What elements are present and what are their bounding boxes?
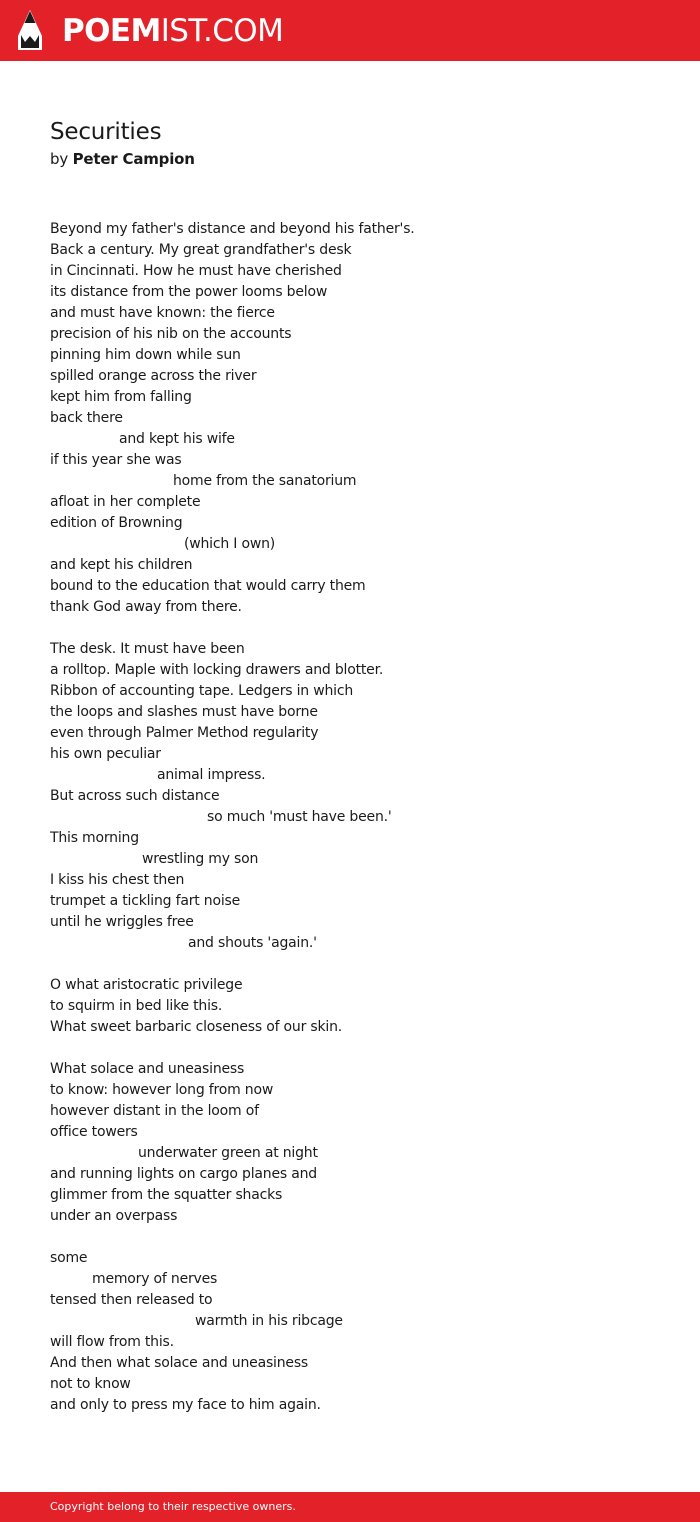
poem-line: and kept his children xyxy=(50,557,193,573)
poem-line: afloat in her complete xyxy=(50,494,201,510)
poem-line: Ribbon of accounting tape. Ledgers in which xyxy=(50,683,354,699)
poem-stanza xyxy=(50,639,670,954)
poem-line: his own peculiar xyxy=(50,746,161,762)
poem-line: and kept his wife xyxy=(119,431,235,447)
poem-line: warmth in his ribcage xyxy=(195,1313,343,1329)
poem-line: Beyond my father's distance and beyond his father's. xyxy=(50,221,415,237)
poem-line: The desk. It must have been xyxy=(50,641,245,657)
poem-line: and running lights on cargo planes and xyxy=(50,1166,317,1182)
poem-line: its distance from the power looms below xyxy=(50,284,328,300)
poem-line: some xyxy=(50,1250,88,1266)
poem-line: office towers xyxy=(50,1124,138,1140)
poem-line: memory of nerves xyxy=(92,1271,218,1287)
poem-line: to squirm in bed like this. xyxy=(50,998,223,1014)
poem-line: home from the sanatorium xyxy=(173,473,357,489)
poem-line: under an overpass xyxy=(50,1208,178,1224)
poem-line: tensed then released to xyxy=(50,1292,213,1308)
poem-line: pinning him down while sun xyxy=(50,347,241,363)
poem-line: a rolltop. Maple with locking drawers and blotter. xyxy=(50,662,384,678)
poem-byline xyxy=(50,149,195,170)
logo-wordmark-light: IST.COM xyxy=(160,13,284,49)
poem-line: and only to press my face to him again. xyxy=(50,1397,321,1413)
poem-stanza xyxy=(50,975,670,1038)
poem-line: animal impress. xyxy=(157,767,266,783)
poem-line: and shouts 'again.' xyxy=(188,935,317,951)
poem-line: until he wriggles free xyxy=(50,914,194,930)
poem-line: I kiss his chest then xyxy=(50,872,185,888)
site-footer xyxy=(0,1492,700,1522)
poem-line: the loops and slashes must have borne xyxy=(50,704,318,720)
poem-line: What sweet barbaric closeness of our skin. xyxy=(50,1019,343,1035)
poem-body xyxy=(50,219,670,1416)
poem-line: Back a century. My great grandfather's desk xyxy=(50,242,352,258)
poem-line: thank God away from there. xyxy=(50,599,242,615)
poem-line: (which I own) xyxy=(184,536,276,552)
poem-line: This morning xyxy=(50,830,139,846)
logo-wordmark-bold: POEM xyxy=(62,13,161,49)
poem-line: spilled orange across the river xyxy=(50,368,257,384)
poem-stanza xyxy=(50,219,670,618)
poem-stanza xyxy=(50,1059,670,1227)
poem-line: to know: however long from now xyxy=(50,1082,274,1098)
poem-line: even through Palmer Method regularity xyxy=(50,725,319,741)
poem-title: Securities xyxy=(50,119,162,145)
poem-line: wrestling my son xyxy=(142,851,259,867)
poem-line: will flow from this. xyxy=(50,1334,174,1350)
poem-line: back there xyxy=(50,410,123,426)
poem-line: O what aristocratic privilege xyxy=(50,977,243,993)
by-label: by xyxy=(50,150,68,168)
copyright-notice: Copyright belong to their respective owners. xyxy=(50,1500,296,1513)
poem-line: kept him from falling xyxy=(50,389,192,405)
poem-line: precision of his nib on the accounts xyxy=(50,326,292,342)
poem-line: bound to the education that would carry them xyxy=(50,578,366,594)
poem-line: glimmer from the squatter shacks xyxy=(50,1187,283,1203)
poem-line: in Cincinnati. How he must have cherished xyxy=(50,263,342,279)
poem-line: But across such distance xyxy=(50,788,220,804)
poem-line: edition of Browning xyxy=(50,515,183,531)
author-name: Peter Campion xyxy=(72,150,195,168)
poem-line: not to know xyxy=(50,1376,131,1392)
poem-line: and must have known: the fierce xyxy=(50,305,275,321)
poem-line: And then what solace and uneasiness xyxy=(50,1355,309,1371)
poem-stanza xyxy=(50,1248,670,1416)
poem-line: however distant in the loom of xyxy=(50,1103,259,1119)
poem-line: trumpet a tickling fart noise xyxy=(50,893,241,909)
site-logo-link[interactable] xyxy=(62,11,283,51)
pencil-tip-icon[interactable] xyxy=(17,9,43,51)
site-header xyxy=(0,0,700,61)
poem-line: if this year she was xyxy=(50,452,182,468)
poem-line: What solace and uneasiness xyxy=(50,1061,245,1077)
poem-line: underwater green at night xyxy=(138,1145,318,1161)
poem-line: so much 'must have been.' xyxy=(207,809,392,825)
